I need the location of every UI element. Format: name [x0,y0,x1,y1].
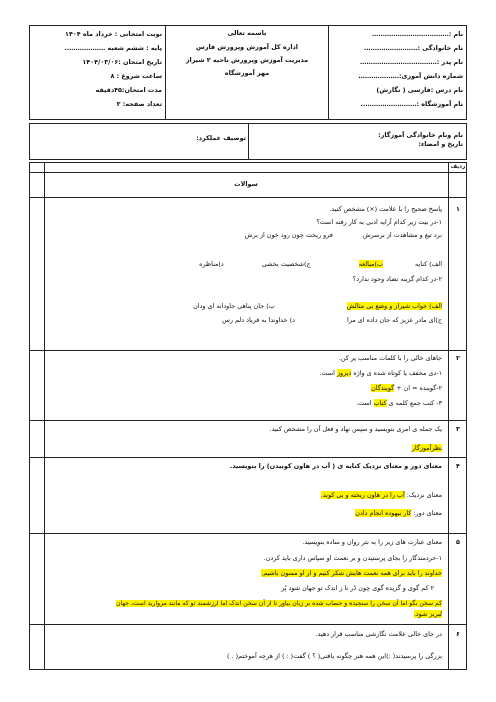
teacher-date-label: تاریخ و امضاء: [418,140,463,148]
exam-duration: مدت امتحان:۴۵دقیقه [95,86,162,94]
row-number-header: ردیف [450,164,466,170]
page-count: تعداد صفحه: ۲ [116,100,162,108]
option-c: ج)شخصیت بخشی [261,260,311,268]
start-time: ساعت شروع : ۸ [110,72,162,80]
question-1: پاسخ صحیح را با علامت (×) مشخص کنید. ۱-در بیت زیر کدام آرایه ادبی به کار رفته است؟ نرد تیغ و مشاهدت از برسرش فرو ریخت چون رود خون از برش الف) کنایه ب)مبالغه ج)شخصیت بخشی د)مناظره ۲-در کدام گزینه تضاد وجود ندارد؟ الف) خواب شیراز و وضع بی مثالش ب) جان پناهی جاودانه ای ودان ج)ای مادر عزیز که جان داده ای مرا د) خداوندا به فریاد دلم رس [193,205,442,324]
meaning-answer-1: خداوند را باید برای همه نعمت هایش شکر کنیم و از او ممنون باشیم. [261,569,442,577]
poem-right: نرد تیغ و مشاهدت از برسرش [362,231,442,239]
question-5: معنای عبارت های زیر را به نثر روان و ساده بنویسید. ۱-خردمندگار را بجای پرستیدن و بر نعمت او سپاس داری باید کردن. خداوند را باید برای همه نعمت هایش شکر کنیم و از او ممنون باشیم. ۲ کم گوی و گزیده گوی چون دُر تا ز اندک تو جهان شود پُر کم سخن بگو اما آن سخن را سنجیده و حساب شده بر زبان بیاور تا از آن سخن اندک اما ارزشمند تو که مانند مروارید است، جهان لبریز شود. [116,538,442,618]
course-name: نام درس :فارسی ( نگارش) [376,86,463,94]
poem-left: فرو ریخت چون رود خون از برش [244,231,333,239]
answer-b: ب) جان پناهی جاودانه ای ودان [193,302,275,310]
option-d: د)مناظره [199,260,224,268]
student-number-field: شماره دانش آموزی:………………. [358,72,463,80]
near-meaning-answer: آب را در هاون ریخته و بی کوبد. [320,491,405,499]
question-number: ۴ [456,462,460,470]
school-name-field: نام آموزشگاه :…………………….. [360,100,463,108]
answer-d: د) خداوندا به فریاد دلم رس [222,316,295,324]
exam-date: تاریخ امتحان :۱۴۰۴/۰۳/۰۶ [82,58,162,66]
question-2: جاهای خالی را با کلمات مناسب پر کن. ۱-دی مخفف یا کوتاه شده ی واژه دیروز است. ۲-گوینده = ان + گویندگان ۳- کتب جمع کلمه ی کتاب است. [319,354,442,407]
fill-answer-1: دیروز [336,369,352,377]
student-family-field: نام خانوادگی :……………………. [363,44,463,52]
question-number: ۵ [456,538,460,546]
exam-info [34,30,162,109]
question-number: ۲ [456,354,460,362]
student-info [333,30,463,109]
option-a: الف) کنایه [415,260,442,268]
school-seal-label: مهر آموزشگاه [224,69,270,77]
question-number: ۳ [456,425,460,433]
education-district: مدیریت آموزش وپرورش ناحیه ۲ شیراز [185,56,309,64]
performance-label: توصیف عملکرد: [196,134,246,142]
fill-answer-2: گویندگان [371,384,395,392]
fill-answer-3: کتاب [373,399,387,407]
option-b: ب)مبالغه [358,260,383,268]
education-office: اداره کل آموزش وپرورش فارس [196,43,298,51]
question-3: یک جمله ی امری بنویسید و سپس نهاد و فعل آن را مشخص کنید. نظرآموزگار [269,425,442,452]
answer-c: ج)ای مادر عزیز که جان داده ای مرا [347,316,442,324]
far-meaning-answer: کار بیهوده انجام دادن [355,509,412,517]
grade-section: پایه : ششم شعبه ………………. [64,44,162,52]
question-number: ۱ [456,205,460,213]
punctuation-answer: بزرگی را پرسیدند( :)این همه هنر چگونه یافتی( ؟ ) گفت( : ) از هرچه آموختم( . ) [227,652,442,660]
question-6: در جای خالی علامت نگارشی مناسب قرار دهید. بزرگی را پرسیدند( :)این همه هنر چگونه یافتی( ؟ ) گفت( : ) از هرچه آموختم( . ) [52,630,442,661]
bismillah: باسمه تعالی [227,29,267,37]
questions-header: سوالات [234,180,258,188]
question-4: معنای دور و معنای نزدیک کنایه ی ( آب در هاون کوبیدن) را بنویسید. معنای نزدیک: آب را در هاون ریخته و بی کوبد. معنای دور: کار بیهوده انجام دادن [229,462,442,517]
answer-a: الف) خواب شیراز و وضع بی مثالش [346,302,442,310]
teacher-opinion-answer: نظرآموزگار [411,444,442,452]
student-name-field: نام :……………………………… [372,30,463,38]
exam-session: نوبت امتحانی : خرداد ماه ۱۴۰۴ [65,30,162,38]
father-name-field: نام پدر :……………………………… [360,58,463,66]
teacher-name-label: نام ونام خانوادگی آموزگار: [378,131,463,139]
question-number: ۶ [456,630,460,638]
meaning-answer-2: کم سخن بگو اما آن سخن را سنجیده و حساب شده بر زبان بیاور تا از آن سخن اندک اما ارزشمند تو که مانند مروارید است، جهان [116,600,442,607]
header-center [166,29,328,78]
